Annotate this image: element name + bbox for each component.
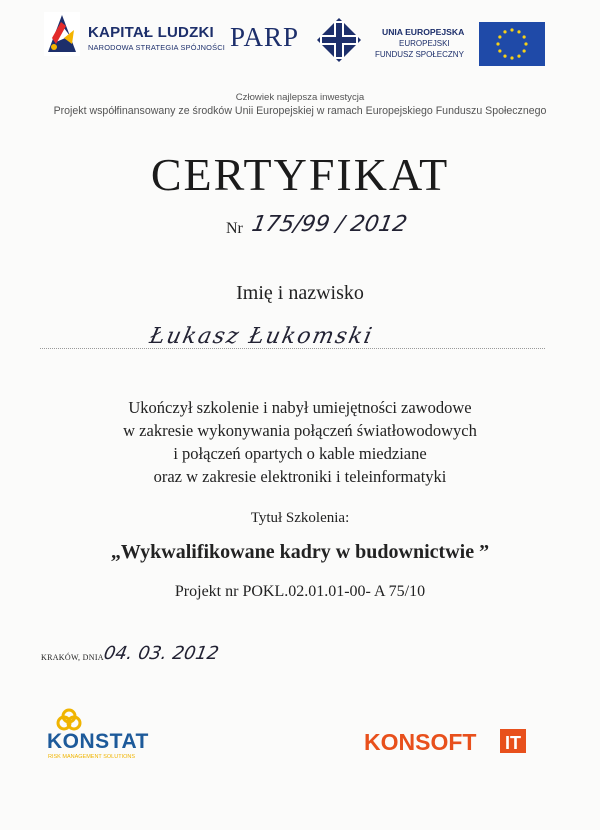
eu-star-icon [503, 30, 506, 33]
konsoft-logo [364, 726, 534, 756]
eu-star-icon [498, 49, 501, 52]
kapital-ludzki-logo-icon [44, 12, 80, 56]
body-line-3: i połączeń opartych o kable miedziane [173, 444, 427, 463]
body-line-4: oraz w zakresie elektroniki i teleinformatyki [153, 467, 447, 486]
course-title: „Wykwalifikowane kadry w budownictwie ” [110, 541, 490, 563]
motto-line-2: Projekt współfinansowany ze środków Unii Europejskiej w ramach Europejskiego Funduszu Społecznego [53, 105, 547, 117]
date-handwritten: 04. 03. 2012 [102, 643, 221, 664]
place-date-label: KRAKÓW, DNIA [41, 653, 104, 662]
konstat-emblem-icon [58, 710, 80, 729]
kapital-ludzki-subtitle: NARODOWA STRATEGIA SPÓJNOŚCI [88, 43, 226, 52]
eu-star-icon [503, 55, 506, 58]
parp-logo-icon [316, 17, 362, 63]
course-label: Tytuł Szkolenia: [250, 510, 350, 526]
eu-star-icon [523, 49, 526, 52]
name-handwritten: Łukasz Łukomski [147, 324, 376, 349]
name-label: Imię i nazwisko [236, 282, 364, 304]
eu-star-icon [510, 56, 513, 59]
eu-flag-icon [479, 22, 545, 66]
eu-star-icon [517, 55, 520, 58]
konstat-tagline: RISK MANAGEMENT SOLUTIONS [48, 754, 135, 760]
certificate-number-label: Nr [226, 220, 243, 237]
body-line-2: w zakresie wykonywania połączeń światłowodowych [123, 421, 477, 440]
eu-star-icon [496, 42, 499, 45]
certificate-title: CERTYFIKAT [150, 149, 450, 200]
parp-name: PARP [230, 22, 300, 52]
eu-star-icon [498, 35, 501, 38]
eu-label-line-3: FUNDUSZ SPOŁECZNY [375, 50, 464, 59]
kapital-ludzki-name: KAPITAŁ LUDZKI [88, 24, 214, 41]
konstat-name: KONSTAT [47, 730, 149, 753]
motto-line-1: Człowiek najlepsza inwestycja [235, 92, 365, 103]
eu-star-icon [524, 42, 527, 45]
konstat-logo [47, 706, 157, 761]
eu-label-line-2: EUROPEJSKI [399, 39, 450, 48]
eu-label-line-1: UNIA EUROPEJSKA [382, 27, 465, 37]
name-dotted-line [40, 348, 545, 349]
eu-star-icon [510, 28, 513, 31]
konsoft-name: KONSOFT [364, 729, 477, 755]
body-line-1: Ukończył szkolenie i nabył umiejętności zawodowe [128, 398, 472, 417]
project-number: Projekt nr POKL.02.01.01-00- A 75/10 [174, 583, 426, 600]
eu-star-icon [517, 30, 520, 33]
konsoft-badge-text: IT [505, 733, 521, 753]
certificate-number-handwritten: 175/99 / 2012 [249, 212, 410, 237]
eu-star-icon [523, 35, 526, 38]
